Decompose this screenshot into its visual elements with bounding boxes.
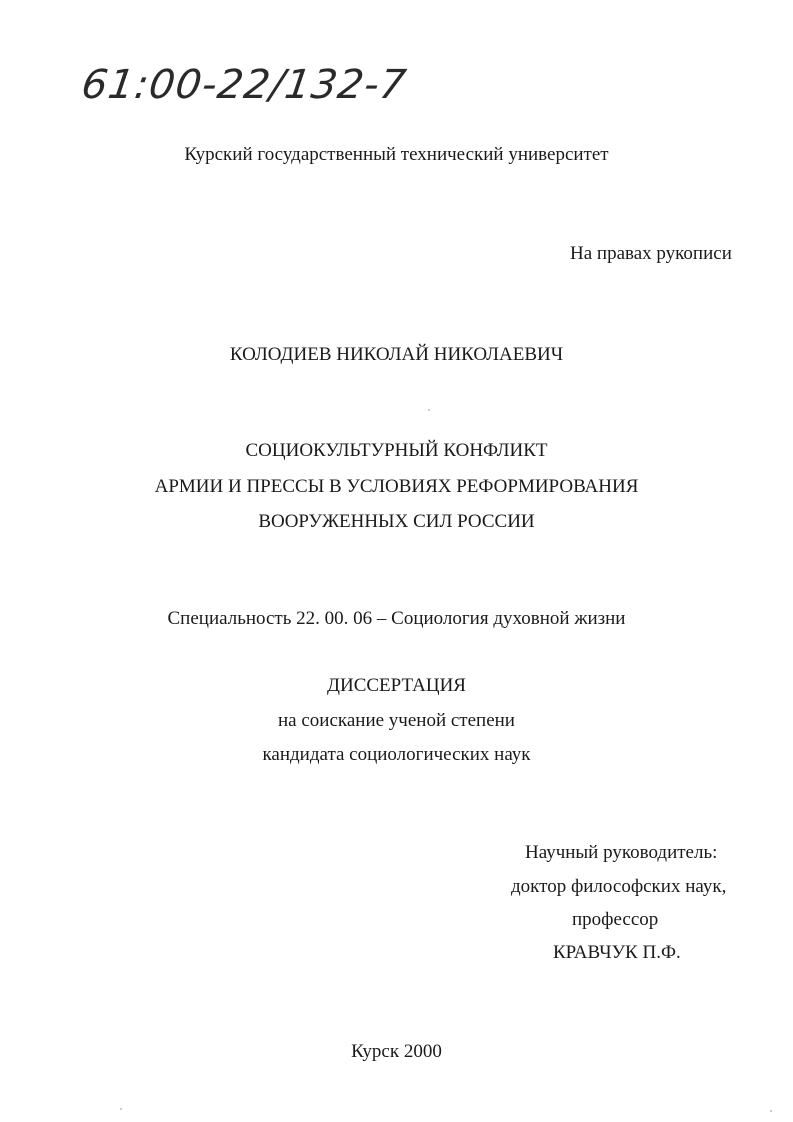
title-line-3: ВООРУЖЕННЫХ СИЛ РОССИИ [258, 511, 535, 532]
place-year: Курск 2000 [351, 1041, 442, 1062]
supervisor-degree: доктор философских наук, [511, 876, 727, 897]
rights-note: На правах рукописи [570, 243, 732, 264]
handwritten-archive-code: 61:00-22/132-7 [78, 62, 410, 108]
degree-line-1: на соискание ученой степени [278, 710, 515, 731]
title-line-1: СОЦИОКУЛЬТУРНЫЙ КОНФЛИКТ [245, 440, 548, 461]
scan-speck [120, 1108, 122, 1110]
specialty-line: Специальность 22. 00. 06 – Социология духовной жизни [167, 608, 626, 629]
degree-line-2: кандидата социологических наук [262, 744, 531, 765]
supervisor-label: Научный руководитель: [525, 842, 718, 863]
title-line-2: АРМИИ И ПРЕССЫ В УСЛОВИЯХ РЕФОРМИРОВАНИЯ [154, 476, 639, 497]
university-name: Курский государственный технический университет [184, 144, 609, 165]
scan-speck [428, 409, 430, 411]
supervisor-rank: профессор [572, 909, 659, 930]
work-type: ДИССЕРТАЦИЯ [327, 675, 466, 696]
author-name: КОЛОДИЕВ НИКОЛАЙ НИКОЛАЕВИЧ [229, 344, 564, 365]
scan-speck [770, 1110, 772, 1112]
supervisor-name: КРАВЧУК П.Ф. [553, 942, 681, 963]
